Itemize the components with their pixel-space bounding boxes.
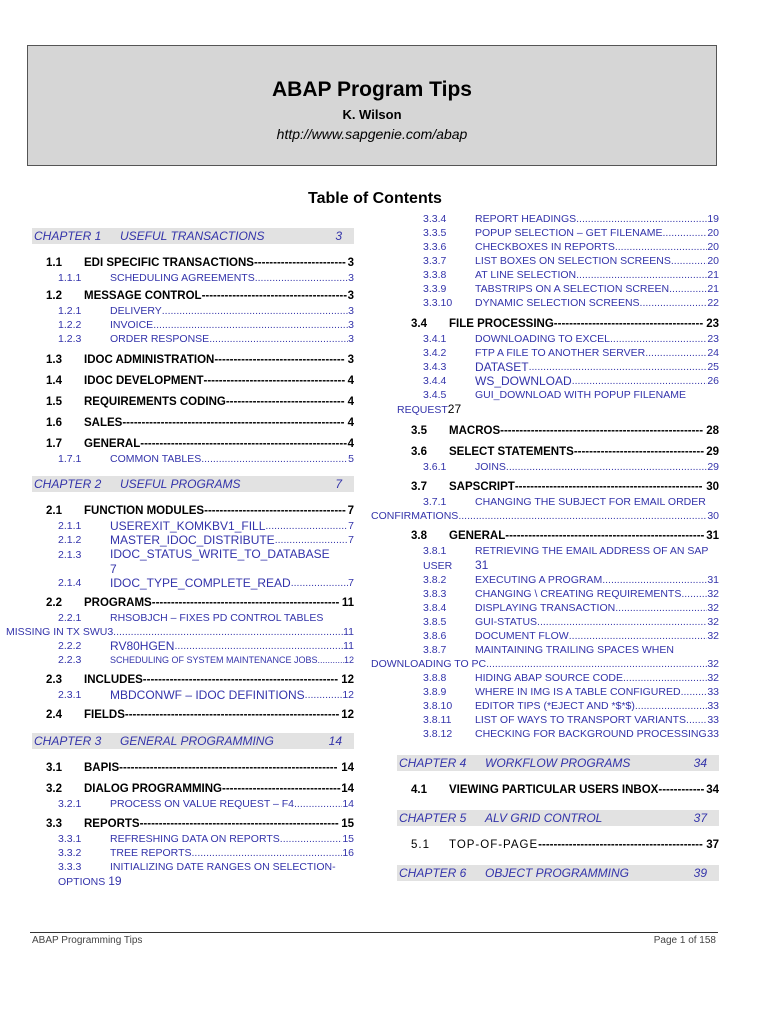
toc-subsection[interactable]: 2.1.2 MASTER_IDOC_DISTRIBUTE ..... 7 bbox=[32, 533, 354, 547]
toc-subsection[interactable]: 3.8.5 GUI-STATUS ..... 32 bbox=[397, 615, 719, 629]
toc-chapter-5[interactable]: CHAPTER 5 ALV GRID CONTROL 37 bbox=[397, 810, 719, 826]
toc-heading: Table of Contents bbox=[308, 190, 442, 207]
document-header bbox=[27, 45, 717, 166]
footer-page-number: Page 1 of 158 bbox=[653, 935, 716, 946]
toc-section[interactable]: 3.8 GENERAL ----- 31 bbox=[397, 529, 719, 544]
toc-subsection[interactable]: 3.4.2 FTP A FILE TO ANOTHER SERVER ..... 24 bbox=[397, 346, 719, 360]
toc-subsection[interactable]: 3.8.11 LIST OF WAYS TO TRANSPORT VARIANTS ..... 33 bbox=[397, 713, 719, 727]
toc-subsection[interactable]: 3.3.2 TREE REPORTS ..... 16 bbox=[32, 846, 354, 860]
toc-subsection[interactable]: 3.2.1 PROCESS ON VALUE REQUEST – F4 ..... 14 bbox=[32, 797, 354, 811]
toc-subsection[interactable]: 2.2.1 RHSOBJCH – FIXES PD CONTROL TABLES bbox=[58, 612, 324, 624]
toc-subsection[interactable]: 2.3.1 MBDCONWF – IDOC DEFINITIONS ..... 12 bbox=[32, 688, 354, 702]
toc-subsection[interactable]: 3.3.1 REFRESHING DATA ON REPORTS ..... 15 bbox=[32, 832, 354, 846]
toc-section[interactable]: 4.1 VIEWING PARTICULAR USERS INBOX ----- 34 bbox=[397, 783, 719, 798]
toc-section[interactable]: 1.3 IDOC ADMINISTRATION ----- 3 bbox=[32, 353, 354, 368]
toc-subsection[interactable]: 3.8.12 CHECKING FOR BACKGROUND PROCESSING ..... 33 bbox=[397, 727, 719, 741]
toc-subsection[interactable]: 1.2.1 DELIVERY ..... 3 bbox=[32, 304, 354, 318]
toc-section[interactable]: 3.3 REPORTS ----- 15 bbox=[32, 817, 354, 832]
toc-subsection[interactable]: 3.8.6 DOCUMENT FLOW ..... 32 bbox=[397, 629, 719, 643]
toc-chapter-3[interactable]: CHAPTER 3 GENERAL PROGRAMMING 14 bbox=[32, 733, 354, 749]
toc-subsection[interactable]: 3.8.1 RETRIEVING THE EMAIL ADDRESS OF AN SAP USER 31 bbox=[423, 545, 709, 572]
toc-right-column bbox=[371, 212, 719, 893]
toc-section[interactable]: 2.1 FUNCTION MODULES ----- 7 bbox=[32, 504, 354, 519]
toc-subsection[interactable]: 3.8.2 EXECUTING A PROGRAM ..... 31 bbox=[397, 573, 719, 587]
toc-left-column bbox=[6, 212, 354, 889]
toc-subsection-continued[interactable]: CONFIRMATIONS ..... 30 bbox=[371, 509, 719, 523]
toc-subsection[interactable]: 3.3.9 TABSTRIPS ON A SELECTION SCREEN ..... 21 bbox=[397, 282, 719, 296]
toc-subsection[interactable]: 2.2.2 RV80HGEN ..... 11 bbox=[32, 639, 354, 653]
toc-subsection[interactable]: 2.2.3 SCHEDULING OF SYSTEM MAINTENANCE JOBS ..... 12 bbox=[32, 653, 354, 667]
toc-section[interactable]: 3.6 SELECT STATEMENTS ----- 29 bbox=[397, 445, 719, 460]
toc-section[interactable]: 1.4 IDOC DEVELOPMENT ----- 4 bbox=[32, 374, 354, 389]
toc-subsection[interactable]: 2.1.3 IDOC_STATUS_WRITE_TO_DATABASE 7 bbox=[58, 547, 330, 576]
toc-subsection[interactable]: 3.3.7 LIST BOXES ON SELECTION SCREENS ..... 20 bbox=[397, 254, 719, 268]
toc-subsection[interactable]: 3.4.4 WS_DOWNLOAD ..... 26 bbox=[397, 374, 719, 388]
toc-section[interactable]: 3.1 BAPIS ----- 14 bbox=[32, 761, 354, 776]
toc-section[interactable]: 3.4 FILE PROCESSING ----- 23 bbox=[397, 317, 719, 332]
toc-subsection[interactable]: 1.2.2 INVOICE ..... 3 bbox=[32, 318, 354, 332]
toc-subsection[interactable]: 1.7.1 COMMON TABLES ..... 5 bbox=[32, 452, 354, 466]
toc-subsection[interactable]: 3.3.6 CHECKBOXES IN REPORTS ..... 20 bbox=[397, 240, 719, 254]
toc-subsection[interactable]: 3.7.1 CHANGING THE SUBJECT FOR EMAIL ORDER bbox=[423, 496, 706, 508]
toc-subsection[interactable]: 3.3.3 INITIALIZING DATE RANGES ON SELECTION- OPTIONS 19 bbox=[58, 861, 336, 888]
toc-section[interactable]: 1.1 EDI SPECIFIC TRANSACTIONS ----- 3 bbox=[32, 256, 354, 271]
toc-subsection-continued[interactable]: DOWNLOADING TO PC ..... 32 bbox=[371, 657, 719, 671]
toc-subsection[interactable]: 3.8.8 HIDING ABAP SOURCE CODE ..... 32 bbox=[397, 671, 719, 685]
toc-section[interactable]: 3.2 DIALOG PROGRAMMING ----- 14 bbox=[32, 782, 354, 797]
toc-subsection[interactable]: 3.3.8 AT LINE SELECTION ..... 21 bbox=[397, 268, 719, 282]
toc-section[interactable]: 1.7 GENERAL ----- 4 bbox=[32, 437, 354, 452]
toc-subsection[interactable]: 3.3.5 POPUP SELECTION – GET FILENAME ..... 20 bbox=[397, 226, 719, 240]
toc-section[interactable]: 1.5 REQUIREMENTS CODING ----- 4 bbox=[32, 395, 354, 410]
toc-subsection[interactable]: 3.4.5 GUI_DOWNLOAD WITH POPUP FILENAME REQUEST27 bbox=[397, 389, 686, 416]
toc-chapter-6[interactable]: CHAPTER 6 OBJECT PROGRAMMING 39 bbox=[397, 865, 719, 881]
toc-subsection[interactable]: 3.8.4 DISPLAYING TRANSACTION ..... 32 bbox=[397, 601, 719, 615]
toc-subsection[interactable]: 2.1.4 IDOC_TYPE_COMPLETE_READ ..... 7 bbox=[32, 576, 354, 590]
toc-subsection[interactable]: 3.8.10 EDITOR TIPS (*EJECT AND *$*$) ..... 33 bbox=[397, 699, 719, 713]
document-url[interactable]: http://www.sapgenie.com/abap bbox=[276, 126, 468, 142]
toc-subsection[interactable]: 3.8.9 WHERE IN IMG IS A TABLE CONFIGURED ..... 33 bbox=[397, 685, 719, 699]
toc-section[interactable]: 5.1 TOP-OF-PAGE ----- 37 bbox=[397, 838, 719, 853]
toc-chapter-1[interactable]: CHAPTER 1 USEFUL TRANSACTIONS 3 bbox=[32, 228, 354, 244]
toc-subsection[interactable]: 3.8.3 CHANGING \ CREATING REQUIREMENTS ..... 32 bbox=[397, 587, 719, 601]
toc-subsection[interactable]: 3.3.4 REPORT HEADINGS ..... 19 bbox=[397, 212, 719, 226]
footer-doc-name: ABAP Programming Tips bbox=[32, 935, 143, 946]
toc-subsection[interactable]: 1.1.1 SCHEDULING AGREEMENTS ..... 3 bbox=[32, 271, 354, 285]
toc-subsection[interactable]: 3.4.3 DATASET ..... 25 bbox=[397, 360, 719, 374]
toc-section[interactable]: 2.3 INCLUDES ----- 12 bbox=[32, 673, 354, 688]
toc-section[interactable]: 2.4 FIELDS ----- 12 bbox=[32, 708, 354, 723]
toc-chapter-2[interactable]: CHAPTER 2 USEFUL PROGRAMS 7 bbox=[32, 476, 354, 492]
toc-subsection[interactable]: 3.8.7 MAINTAINING TRAILING SPACES WHEN bbox=[423, 644, 674, 656]
toc-section[interactable]: 3.7 SAPSCRIPT ----- 30 bbox=[397, 480, 719, 495]
toc-section[interactable]: 1.6 SALES ----- 4 bbox=[32, 416, 354, 431]
toc-section[interactable]: 2.2 PROGRAMS ----- 11 bbox=[32, 596, 354, 611]
toc-subsection[interactable]: 3.3.10 DYNAMIC SELECTION SCREENS ..... 22 bbox=[397, 296, 719, 310]
toc-subsection[interactable]: 3.6.1 JOINS ..... 29 bbox=[397, 460, 719, 474]
toc-subsection[interactable]: 2.1.1 USEREXIT_KOMKBV1_FILL ..... 7 bbox=[32, 519, 354, 533]
toc-section[interactable]: 3.5 MACROS ----- 28 bbox=[397, 424, 719, 439]
toc-section[interactable]: 1.2 MESSAGE CONTROL ----- 3 bbox=[32, 289, 354, 304]
toc-subsection-continued[interactable]: MISSING IN TX SWU3 ..... 11 bbox=[6, 625, 354, 639]
footer-divider bbox=[30, 932, 718, 933]
document-author: K. Wilson bbox=[342, 107, 402, 122]
toc-subsection[interactable]: 3.4.1 DOWNLOADING TO EXCEL ..... 23 bbox=[397, 332, 719, 346]
document-title: ABAP Program Tips bbox=[272, 78, 472, 101]
toc-subsection[interactable]: 1.2.3 ORDER RESPONSE ..... 3 bbox=[32, 332, 354, 346]
toc-chapter-4[interactable]: CHAPTER 4 WORKFLOW PROGRAMS 34 bbox=[397, 755, 719, 771]
